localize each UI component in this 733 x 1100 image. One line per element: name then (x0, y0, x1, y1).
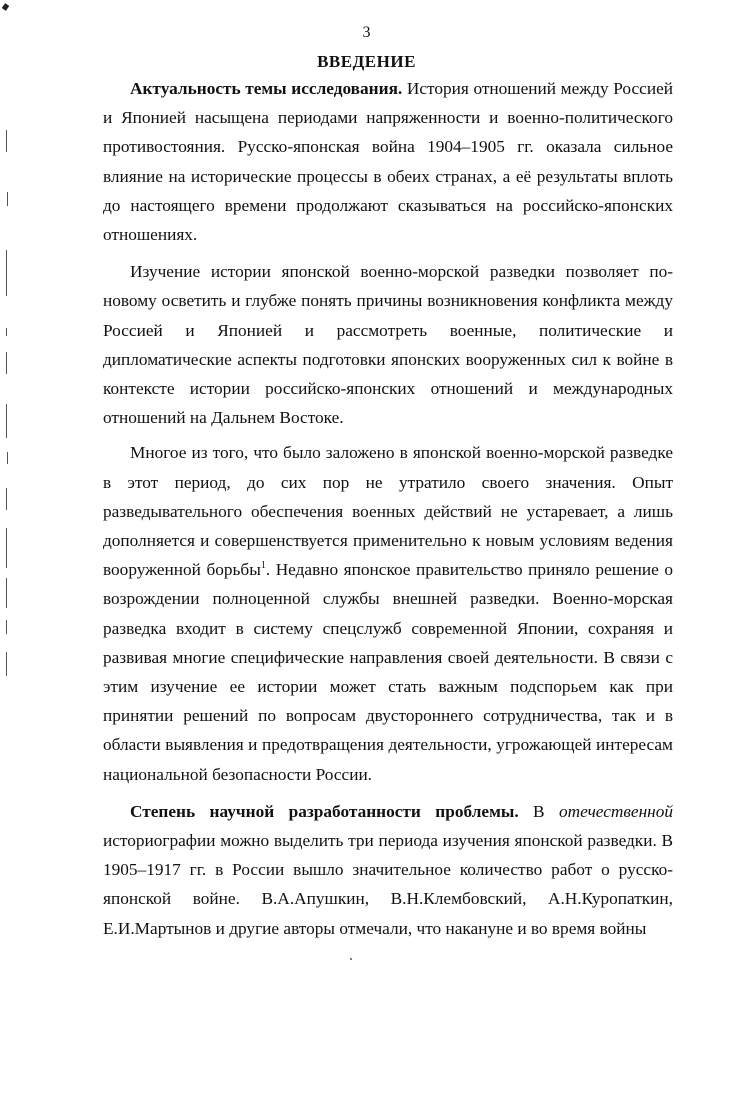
scan-tick (6, 488, 7, 510)
paragraph-historiography (103, 797, 673, 943)
paragraph-text: Изучение истории японской военно-морской разведки позволяет по-новому осветить и глубже понять причины возникновения конфликта между Россией и Японией и рассмотреть военные, политические и дипломатические аспекты подготовки японских вооруженных сил к войне в контексте истории российско-японских отношений и международных отношений на Дальнем Востоке. (103, 262, 673, 428)
scan-margin-artifacts (0, 0, 20, 1100)
paragraph-lead-heading: Степень научной разработанности проблемы. (130, 801, 519, 821)
paragraph-text: История отношений между Россией и Японией насыщена периодами напряженности и военно-политического противостояния. Русско-японская война 1904–1905 гг. оказала сильное влияние на исторические процессы в обеих странах, а её результаты вплоть до настоящего времени продолжают сказываться на российско-японских отношениях. (103, 79, 674, 245)
paragraph-relevance (103, 74, 673, 249)
scan-tick (6, 528, 7, 568)
scan-tick (6, 652, 7, 676)
scan-dust-dot (350, 958, 352, 960)
paragraph-lead-heading: Актуальность темы исследования. (130, 79, 403, 98)
scan-tick (6, 404, 7, 438)
scan-tick (6, 352, 7, 374)
footnote-marker: 1 (260, 560, 266, 572)
paragraph-text: . Недавно японское правительство приняло решение о возрождении полноценной службы внешней разведки. Военно-морская разведка входит в систему спецслужб современной Японии, сохраняя и развивая многие специфические направления своей деятельности. В связи с этим изучение ее истории может стать важным подспорьем как при принятии решений по вопросам двустороннего сотрудничества, так и в области выявления и предотвращения деятельности, угрожающей интересам национальной безопасности России. (103, 560, 673, 784)
scan-tick (6, 250, 7, 296)
paragraph-text: Многое из того, что было заложено в японской военно-морской разведке в этот период, до сих пор не утратило своего значения. Опыт разведывательного обеспечения военных действий не устаревает, а лишь дополняется и совершенствуется применительно к новым условиям ведения вооруженной борьбы (103, 443, 673, 580)
scan-tick (6, 130, 7, 152)
scan-corner-mark (2, 3, 10, 11)
scan-tick (6, 620, 7, 634)
paragraph-significance (103, 438, 673, 788)
paragraph-text: историографии можно выделить три периода изучения японской разведки. В 1905–1917 гг. в России вышло значительное количество работ о русско-японской войне. В.А.Апушкин, В.Н.Клембовский, А.Н.Куропаткин, Е.И.Мартынов и другие авторы отмечали, что накануне и во время войны (103, 831, 673, 938)
scan-tick (6, 328, 7, 336)
scan-tick (6, 578, 7, 608)
paragraph-text: В (518, 801, 559, 821)
italic-term: отечественной (559, 801, 673, 821)
scan-tick (7, 452, 8, 464)
paragraph-naval-intelligence (103, 257, 673, 432)
section-heading: ВВЕДЕНИЕ (317, 52, 416, 71)
body-text (103, 74, 673, 943)
scan-tick (7, 192, 8, 206)
page-number: 3 (362, 24, 371, 41)
